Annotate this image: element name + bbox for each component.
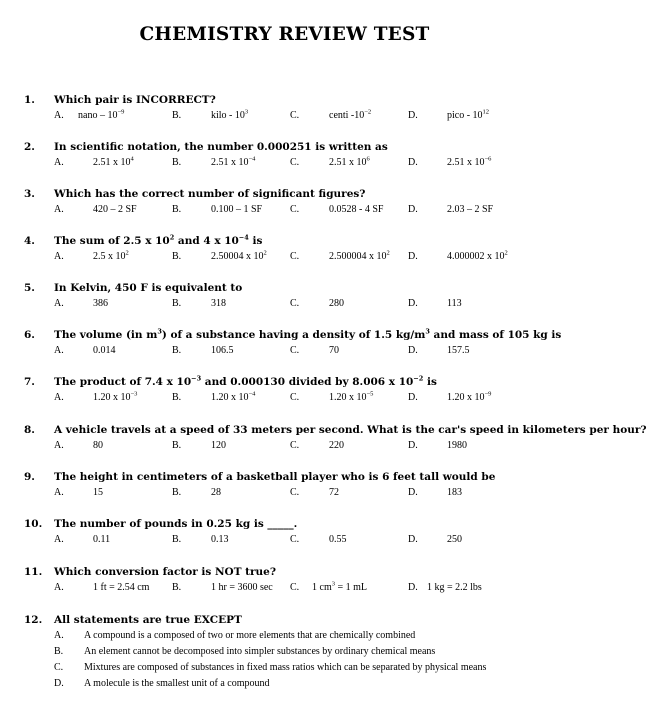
- option-letter: B.: [172, 345, 182, 356]
- option-letter: D.: [408, 534, 418, 545]
- option-letter: D.: [408, 298, 418, 309]
- statement-text: An element cannot be decomposed into simpler substances by ordinary chemical means: [84, 646, 436, 657]
- option-letter: D.: [408, 392, 418, 403]
- option-value: 1 kg = 2.2 lbs: [427, 582, 482, 593]
- option-letter: B.: [172, 582, 182, 593]
- option-value: nano – $10^{-9}$: [78, 108, 125, 121]
- option-value: 0.55: [329, 534, 347, 545]
- option-value: 113: [447, 298, 462, 309]
- option-value: 2.5 x $10^2$: [93, 249, 129, 262]
- option-value: 1.20 x $10^{-3}$: [93, 390, 138, 403]
- question-text: A vehicle travels at a speed of 33 meters per second. What is the car's speed in kilometers per hour?: [54, 424, 647, 436]
- option-value: 318: [211, 298, 226, 309]
- question-number: 9.: [24, 471, 35, 483]
- option-value: 2.51 x $10^4$: [93, 155, 134, 168]
- option-value: kilo - $10^3$: [211, 108, 249, 121]
- option-letter: B.: [172, 392, 182, 403]
- question-text: The height in centimeters of a basketball player who is 6 feet tall would be: [54, 471, 496, 483]
- option-letter: B.: [172, 251, 182, 262]
- option-value: 2.51 x $10^{-4}$: [211, 155, 256, 168]
- option-letter: D.: [408, 110, 418, 121]
- option-value: 0.0528 - 4 SF: [329, 204, 384, 215]
- option-letter: C.: [290, 582, 300, 593]
- option-letter: D.: [408, 440, 418, 451]
- option-letter: A.: [54, 157, 64, 168]
- option-letter: B.: [172, 487, 182, 498]
- option-value: 2.51 x $10^{-6}$: [447, 155, 492, 168]
- option-value: centi $-10^{-2}$: [329, 108, 372, 121]
- option-value: 0.100 – 1 SF: [211, 204, 263, 215]
- option-value: 2.500004 x $10^2$: [329, 249, 390, 262]
- question-text: In scientific notation, the number 0.000251 is written as: [54, 141, 388, 153]
- question-number: 4.: [24, 235, 35, 247]
- option-value: 1 hr = 3600 sec: [211, 582, 273, 593]
- option-value: 72: [329, 487, 339, 498]
- option-letter: B.: [172, 157, 182, 168]
- option-value: 1.20 x $10^{-5}$: [329, 390, 374, 403]
- option-letter: D.: [408, 487, 418, 498]
- option-value: 1.20 x $10^{-9}$: [447, 390, 492, 403]
- option-letter: A.: [54, 487, 64, 498]
- option-value: 1 $cm^3 = 1$ mL: [312, 580, 367, 593]
- option-letter: D.: [408, 251, 418, 262]
- option-value: 183: [447, 487, 462, 498]
- option-letter: D.: [408, 157, 418, 168]
- option-letter: C.: [290, 157, 300, 168]
- option-letter: D.: [408, 204, 418, 215]
- option-value: 70: [329, 345, 339, 356]
- option-value: 250: [447, 534, 462, 545]
- option-value: 106.5: [211, 345, 234, 356]
- option-letter: A.: [54, 582, 64, 593]
- option-letter: B.: [172, 110, 182, 121]
- option-letter: A.: [54, 110, 64, 121]
- option-letter: A.: [54, 534, 64, 545]
- option-value: 15: [93, 487, 103, 498]
- option-value: 2.50004 x $10^2$: [211, 249, 267, 262]
- option-value: 120: [211, 440, 226, 451]
- option-letter: A.: [54, 298, 64, 309]
- option-letter: C.: [290, 298, 300, 309]
- option-value: 420 – 2 SF: [93, 204, 137, 215]
- question-number: 10.: [24, 518, 43, 530]
- question-number: 8.: [24, 424, 35, 436]
- statement-text: A molecule is the smallest unit of a compound: [84, 678, 270, 689]
- option-letter: A.: [54, 251, 64, 262]
- statement-letter: A.: [54, 630, 64, 641]
- option-value: 2.51 x $10^6$: [329, 155, 370, 168]
- option-letter: C.: [290, 440, 300, 451]
- option-letter: C.: [290, 534, 300, 545]
- question-text: The product of 7.4 x $10^{-3}$ and 0.000130 divided by 8.006 x $10^{-2}$ is: [54, 374, 437, 388]
- question-number: 7.: [24, 376, 35, 388]
- option-value: 1980: [447, 440, 467, 451]
- option-value: 280: [329, 298, 344, 309]
- question-text: All statements are true EXCEPT: [54, 614, 242, 626]
- question-text: Which has the correct number of significant figures?: [54, 188, 366, 200]
- question-number: 6.: [24, 329, 35, 341]
- question-number: 2.: [24, 141, 35, 153]
- question-number: 12.: [24, 614, 43, 626]
- option-value: 4.000002 x $10^2$: [447, 249, 508, 262]
- page-title: CHEMISTRY REVIEW TEST: [139, 24, 430, 45]
- statement-text: A compound is a composed of two or more elements that are chemically combined: [84, 630, 416, 641]
- option-letter: C.: [290, 345, 300, 356]
- question-text: Which pair is INCORRECT?: [54, 94, 216, 106]
- option-value: 0.014: [93, 345, 116, 356]
- option-letter: D.: [408, 582, 418, 593]
- option-value: 1 ft = 2.54 cm: [93, 582, 150, 593]
- option-value: 2.03 – 2 SF: [447, 204, 494, 215]
- option-letter: C.: [290, 110, 300, 121]
- option-letter: A.: [54, 440, 64, 451]
- question-number: 5.: [24, 282, 35, 294]
- option-letter: A.: [54, 345, 64, 356]
- question-number: 1.: [24, 94, 35, 106]
- question-text: The number of pounds in 0.25 kg is _____.: [54, 518, 298, 530]
- option-value: 0.13: [211, 534, 229, 545]
- statement-letter: B.: [54, 646, 64, 657]
- option-letter: D.: [408, 345, 418, 356]
- option-value: 1.20 x $10^{-4}$: [211, 390, 256, 403]
- option-letter: C.: [290, 487, 300, 498]
- option-value: 386: [93, 298, 108, 309]
- statement-letter: C.: [54, 662, 64, 673]
- option-value: 0.11: [93, 534, 111, 545]
- option-value: pico - $10^{12}$: [447, 108, 490, 121]
- option-letter: C.: [290, 251, 300, 262]
- option-letter: C.: [290, 392, 300, 403]
- option-letter: A.: [54, 204, 64, 215]
- option-letter: B.: [172, 534, 182, 545]
- question-text: Which conversion factor is NOT true?: [54, 566, 277, 578]
- question-number: 11.: [24, 566, 43, 578]
- statement-text: Mixtures are composed of substances in fixed mass ratios which can be separated by physical means: [84, 662, 487, 673]
- option-letter: A.: [54, 392, 64, 403]
- statement-letter: D.: [54, 678, 64, 689]
- option-value: 157.5: [447, 345, 470, 356]
- question-text: The volume (in $m^3$) of a substance having a density of 1.5 $kg/m^3$ and mass of 105 kg is: [54, 327, 562, 341]
- option-value: 220: [329, 440, 344, 451]
- question-number: 3.: [24, 188, 35, 200]
- question-text: The sum of 2.5 x $10^2$ and 4 x $10^{-4}$ is: [54, 233, 263, 247]
- option-letter: B.: [172, 440, 182, 451]
- option-value: 28: [211, 487, 221, 498]
- question-text: In Kelvin, 450 F is equivalent to: [54, 282, 243, 294]
- option-value: 80: [93, 440, 103, 451]
- option-letter: C.: [290, 204, 300, 215]
- option-letter: B.: [172, 204, 182, 215]
- option-letter: B.: [172, 298, 182, 309]
